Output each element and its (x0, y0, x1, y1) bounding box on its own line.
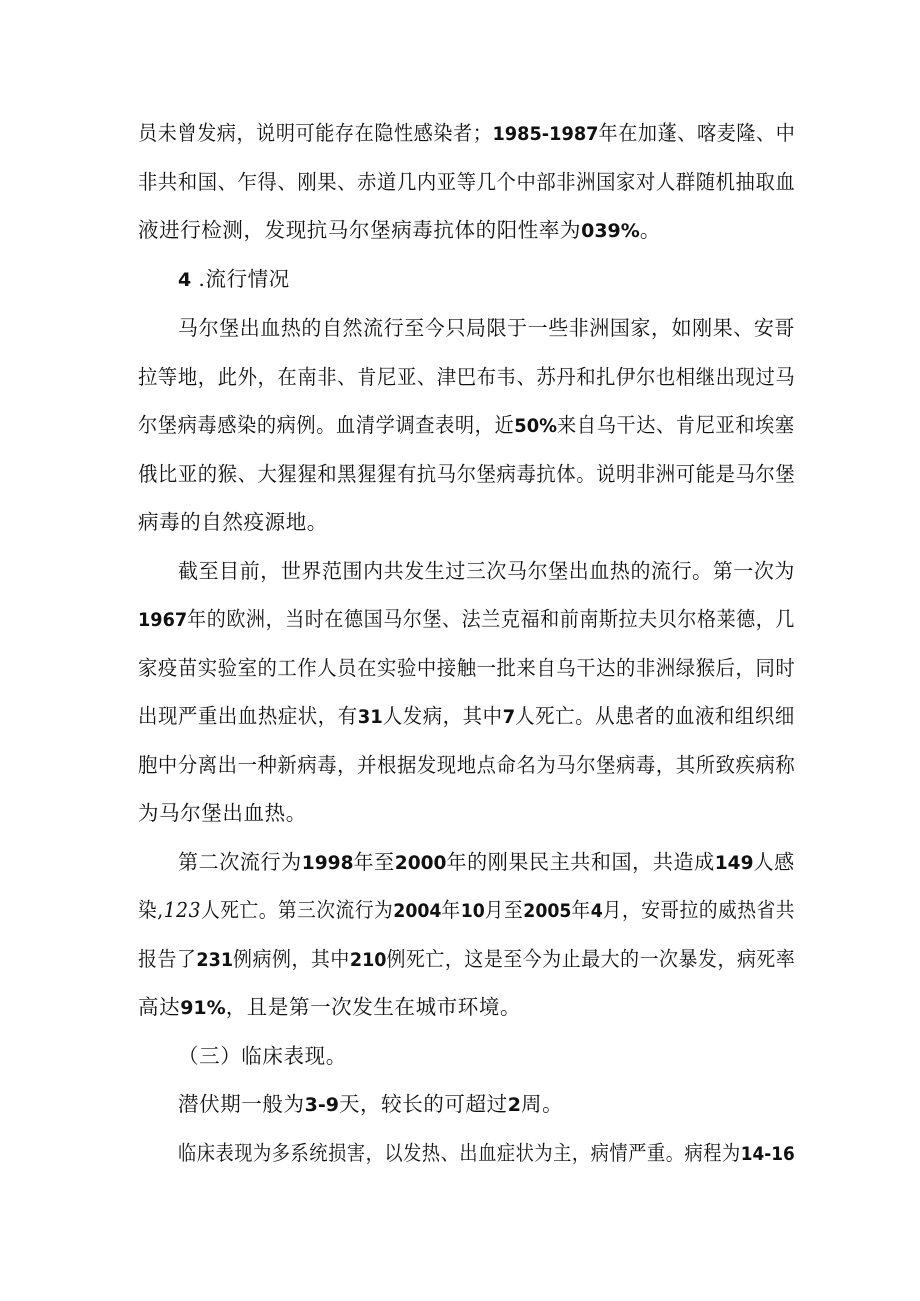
text-run: 年 (441, 898, 461, 922)
number-run: 91% (180, 997, 226, 1019)
text-run: 液进行检测，发现抗马尔堡病毒抗体的阳性率为 (138, 218, 582, 242)
paragraph-line (138, 604, 795, 635)
paragraph-line (178, 313, 795, 343)
text-run: 非共和国、乍得、刚果、赤道几内亚等几个中部非洲国家对人群随机抽取血 (138, 170, 796, 194)
text-run: 人发病，其中 (382, 704, 503, 728)
paragraph-line (138, 701, 795, 732)
text-run: 截至目前，世界范围内共发生过三次马尔堡出血热的流行。第一次为 (178, 559, 795, 583)
text-run: 为马尔堡出血热。 (138, 801, 307, 825)
paragraph-line (138, 507, 328, 537)
number-run: 2004 (393, 900, 442, 922)
number-run: 2000 (394, 852, 447, 874)
text-run: 胞中分离出一种新病毒，并根据发现地点命名为马尔堡病毒，其所致疾病称 (138, 753, 796, 777)
text-run: 病毒的自然疫源地。 (138, 510, 328, 534)
text-run: 年 (571, 898, 591, 922)
number-run: 123 (163, 898, 202, 922)
number-run: 4 (178, 269, 192, 291)
text-run: 临床表现为多系统损害，以发热、出血症状为主，病情严重。病程为 (178, 1141, 741, 1165)
text-run: 周。 (520, 1092, 564, 1116)
number-run: 50% (514, 415, 557, 437)
text-run: ，且是第一次发生在城市环境。 (225, 995, 522, 1019)
text-run: 人死亡。从患者的血液和组织细 (515, 704, 795, 728)
paragraph-line (138, 944, 795, 975)
text-run: 来自乌干达、肯尼亚和埃塞 (556, 413, 795, 437)
text-run: 潜伏期一般为 (178, 1092, 305, 1116)
paragraph-line (178, 1089, 563, 1120)
text-run: 例病例，其中 (233, 947, 350, 971)
text-run: 例死亡，这是至今为止最大的一次暴发，病死率 (386, 947, 796, 971)
paragraph-line (138, 459, 795, 489)
text-run: 尔堡病毒感染的病例。血清学调查表明，近 (138, 413, 515, 437)
number-run: 1998 (301, 852, 354, 874)
paragraph-line (178, 556, 795, 586)
text-run: 家疫苗实验室的工作人员在实验中接触一批来自乌干达的非洲绿猴后，同时 (138, 656, 796, 680)
text-run: 年的欧洲，当时在德国马尔堡、法兰克福和前南斯拉夫贝尔格莱德，几 (187, 607, 796, 631)
number-run: 2005 (523, 900, 572, 922)
number-run: 7 (502, 706, 516, 728)
text-run: 员未曾发病，说明可能存在隐性感染者； (138, 121, 493, 145)
text-run: 报告了 (138, 947, 197, 971)
text-run: .流行情况 (191, 267, 290, 291)
paragraph-line (138, 167, 795, 197)
text-run: 高达 (138, 995, 181, 1019)
text-run: 年至 (353, 850, 395, 874)
text-run: 人死亡。第三次流行为 (201, 898, 394, 922)
text-run: 月，安哥拉的威热省共 (602, 898, 796, 922)
section-heading-4 (178, 264, 290, 295)
text-run: 出现严重出血热症状，有 (138, 704, 358, 728)
paragraph-line (138, 215, 661, 246)
text-run: 第二次流行为 (178, 850, 302, 874)
number-run: 2 (507, 1094, 521, 1116)
text-run: 。 (639, 218, 661, 242)
paragraph-line (138, 895, 795, 926)
text-run: 天，较长的可超过 (338, 1092, 508, 1116)
paragraph-line (138, 750, 795, 780)
number-run: 1967 (138, 609, 188, 631)
text-run: 月至 (484, 898, 524, 922)
number-run: 10 (460, 900, 485, 922)
number-run: 1985-1987 (492, 123, 599, 145)
paragraph-line (138, 118, 795, 149)
section-heading-clinical (178, 1041, 347, 1071)
text-run: 染, (138, 898, 164, 922)
paragraph-line (138, 653, 795, 683)
text-run: （三）临床表现。 (178, 1044, 347, 1068)
number-run: 3-9 (304, 1094, 339, 1116)
text-run: 俄比亚的猴、大猩猩和黑猩猩有抗马尔堡病毒抗体。说明非洲可能是马尔堡 (138, 462, 796, 486)
paragraph-line (138, 410, 795, 441)
text-run: 人感 (753, 850, 795, 874)
text-run: 拉等地，此外，在南非、肯尼亚、津巴布韦、苏丹和扎伊尔也相继出现过马 (138, 365, 796, 389)
number-run: 210 (349, 949, 387, 971)
paragraph-line (138, 798, 307, 828)
number-run: 231 (196, 949, 234, 971)
paragraph-line (138, 992, 521, 1023)
number-run: 31 (357, 706, 383, 728)
number-run: 149 (714, 852, 754, 874)
paragraph-line (138, 362, 795, 392)
paragraph-line (178, 1138, 795, 1169)
text-run: 年在加蓬、喀麦隆、中 (598, 121, 796, 145)
paragraph-line (178, 847, 795, 878)
number-run: 4 (590, 900, 603, 922)
number-run: 14-16 (740, 1143, 795, 1165)
text-run: 年的刚果民主共和国，共造成 (446, 850, 715, 874)
text-run: 马尔堡出血热的自然流行至今只局限于一些非洲国家，如刚果、安哥 (178, 316, 795, 340)
number-run: 039% (581, 220, 640, 242)
